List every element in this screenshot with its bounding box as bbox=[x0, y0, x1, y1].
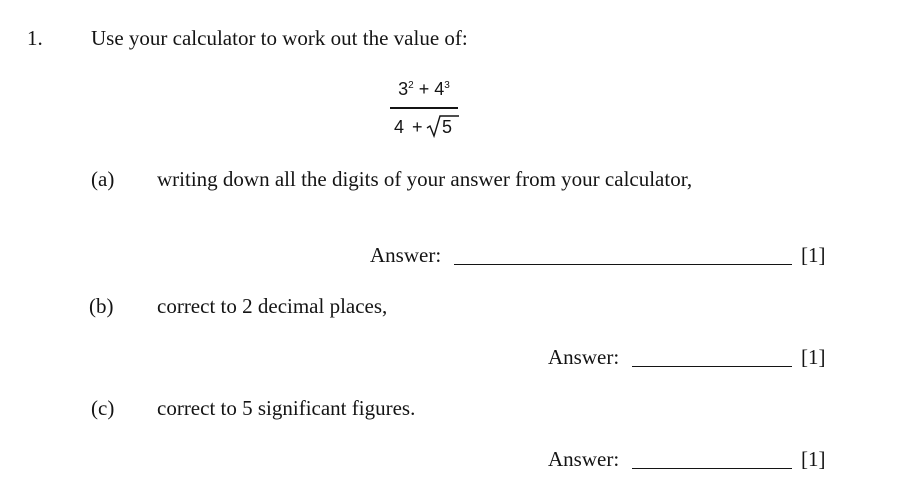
numerator-operator: + bbox=[413, 79, 435, 99]
part-a-label: (a) bbox=[91, 167, 115, 191]
numerator-base-1: 3 bbox=[398, 79, 409, 99]
math-expression bbox=[388, 78, 460, 142]
numerator-exponent-2: 3 bbox=[444, 80, 450, 91]
part-a-answer-label: Answer: bbox=[370, 243, 442, 267]
numerator-exponent-1: 2 bbox=[408, 80, 414, 91]
part-c-answer-line[interactable] bbox=[632, 468, 792, 469]
numerator-base-2: 4 bbox=[434, 79, 445, 99]
part-b-label: (b) bbox=[89, 294, 114, 318]
part-c-marks: [1] bbox=[801, 447, 826, 471]
denominator-operator: + bbox=[412, 117, 423, 137]
question-number: 1. bbox=[27, 26, 43, 50]
part-c-label: (c) bbox=[91, 396, 115, 420]
part-a-text: writing down all the digits of your answer from your calculator, bbox=[157, 167, 693, 191]
part-b-answer-label: Answer: bbox=[548, 345, 620, 369]
fraction-bar bbox=[390, 107, 458, 109]
part-c-text: correct to 5 significant figures. bbox=[157, 396, 416, 420]
radicand: 5 bbox=[442, 117, 453, 137]
part-b-answer-line[interactable] bbox=[632, 366, 792, 367]
fraction-numerator bbox=[388, 78, 460, 100]
question-stem: Use your calculator to work out the value of: bbox=[91, 26, 468, 50]
part-a-answer-line[interactable] bbox=[454, 264, 792, 265]
part-b-text: correct to 2 decimal places, bbox=[157, 294, 388, 318]
part-a-marks: [1] bbox=[801, 243, 826, 267]
denominator-term: 4 bbox=[394, 117, 405, 137]
part-c-answer-label: Answer: bbox=[548, 447, 620, 471]
part-b-marks: [1] bbox=[801, 345, 826, 369]
